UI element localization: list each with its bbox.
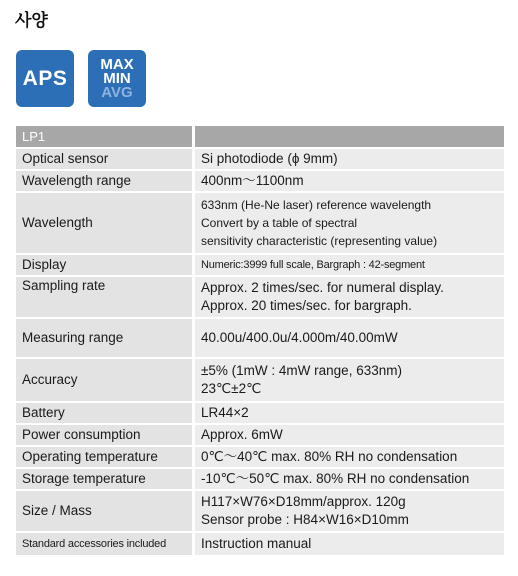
spec-value-line: Sensor probe : H84×W16×D10mm xyxy=(201,512,409,527)
spec-value xyxy=(192,447,504,467)
spec-value-line: 23℃±2℃ xyxy=(201,381,262,396)
spec-value-line: Numeric:3999 full scale, Bargraph : 42-segment xyxy=(201,259,425,271)
spec-value-line: Instruction manual xyxy=(201,536,312,551)
spec-value xyxy=(192,319,504,357)
spec-row-storage-temperature xyxy=(16,469,504,489)
model-name: LP1 xyxy=(16,126,192,147)
spec-value xyxy=(192,193,504,253)
spec-value-line: Convert by a table of spectral xyxy=(201,216,358,230)
spec-row-optical-sensor xyxy=(16,149,504,169)
spec-label: Standard accessories included xyxy=(16,533,192,555)
spec-value-line: Approx. 2 times/sec. for numeral display. xyxy=(201,280,444,295)
spec-label: Measuring range xyxy=(16,319,192,357)
spec-header-row xyxy=(16,126,504,147)
max-label: MAX xyxy=(100,55,134,73)
spec-row-measuring-range xyxy=(16,319,504,357)
spec-row-battery xyxy=(16,403,504,423)
spec-value xyxy=(192,491,504,531)
spec-value-line: 400nm～1100nm xyxy=(201,173,304,188)
spec-row-wavelength xyxy=(16,193,504,253)
spec-value-line: 0℃～40℃ max. 80% RH no condensation xyxy=(201,449,458,464)
spec-label: Power consumption xyxy=(16,425,192,445)
spec-value xyxy=(192,171,504,191)
aps-badge-label: APS xyxy=(22,66,68,90)
spec-row-display xyxy=(16,255,504,275)
avg-label: AVG xyxy=(101,83,133,101)
spec-value xyxy=(192,469,504,489)
spec-value xyxy=(192,425,504,445)
spec-value-line: Approx. 20 times/sec. for bargraph. xyxy=(201,298,412,313)
spec-value-line: 40.00u/400.0u/4.000m/40.00mW xyxy=(201,330,398,345)
spec-value-line: Approx. 6mW xyxy=(201,427,283,442)
aps-badge-icon xyxy=(16,50,74,107)
spec-value xyxy=(192,403,504,423)
spec-value-line: 633nm (He-Ne laser) reference wavelength xyxy=(201,198,432,212)
header-value-cell xyxy=(192,126,504,147)
spec-value-line: -10℃～50℃ max. 80% RH no condensation xyxy=(201,471,470,486)
spec-value-line: LR44×2 xyxy=(201,405,249,420)
spec-table xyxy=(16,124,504,557)
min-label: MIN xyxy=(103,69,131,87)
spec-row-sampling-rate xyxy=(16,277,504,317)
spec-value xyxy=(192,533,504,555)
spec-row-operating-temperature xyxy=(16,447,504,467)
spec-value xyxy=(192,149,504,169)
spec-row-power-consumption xyxy=(16,425,504,445)
spec-row-size-mass xyxy=(16,491,504,531)
spec-label: Battery xyxy=(16,403,192,423)
spec-label: Optical sensor xyxy=(16,149,192,169)
spec-value-line: H117×W76×D18mm/approx. 120g xyxy=(201,494,406,509)
spec-label: Display xyxy=(16,255,192,275)
page-title: 사양 xyxy=(15,11,48,31)
spec-value xyxy=(192,277,504,317)
max-min-avg-badge-icon xyxy=(88,50,146,107)
spec-row-accuracy xyxy=(16,359,504,401)
spec-label: Storage temperature xyxy=(16,469,192,489)
spec-row-standard-accessories xyxy=(16,533,504,555)
spec-value xyxy=(192,359,504,401)
spec-label: Sampling rate xyxy=(16,277,192,317)
spec-label: Accuracy xyxy=(16,359,192,401)
spec-label: Operating temperature xyxy=(16,447,192,467)
spec-value-line: Si photodiode (ϕ 9mm) xyxy=(201,151,338,166)
spec-label: Wavelength range xyxy=(16,171,192,191)
spec-row-wavelength-range xyxy=(16,171,504,191)
spec-label: Size / Mass xyxy=(16,491,192,531)
spec-label: Wavelength xyxy=(16,193,192,253)
spec-value xyxy=(192,255,504,275)
spec-value-line: sensitivity characteristic (representing value) xyxy=(201,234,438,248)
spec-value-line: ±5% (1mW : 4mW range, 633nm) xyxy=(201,363,402,378)
